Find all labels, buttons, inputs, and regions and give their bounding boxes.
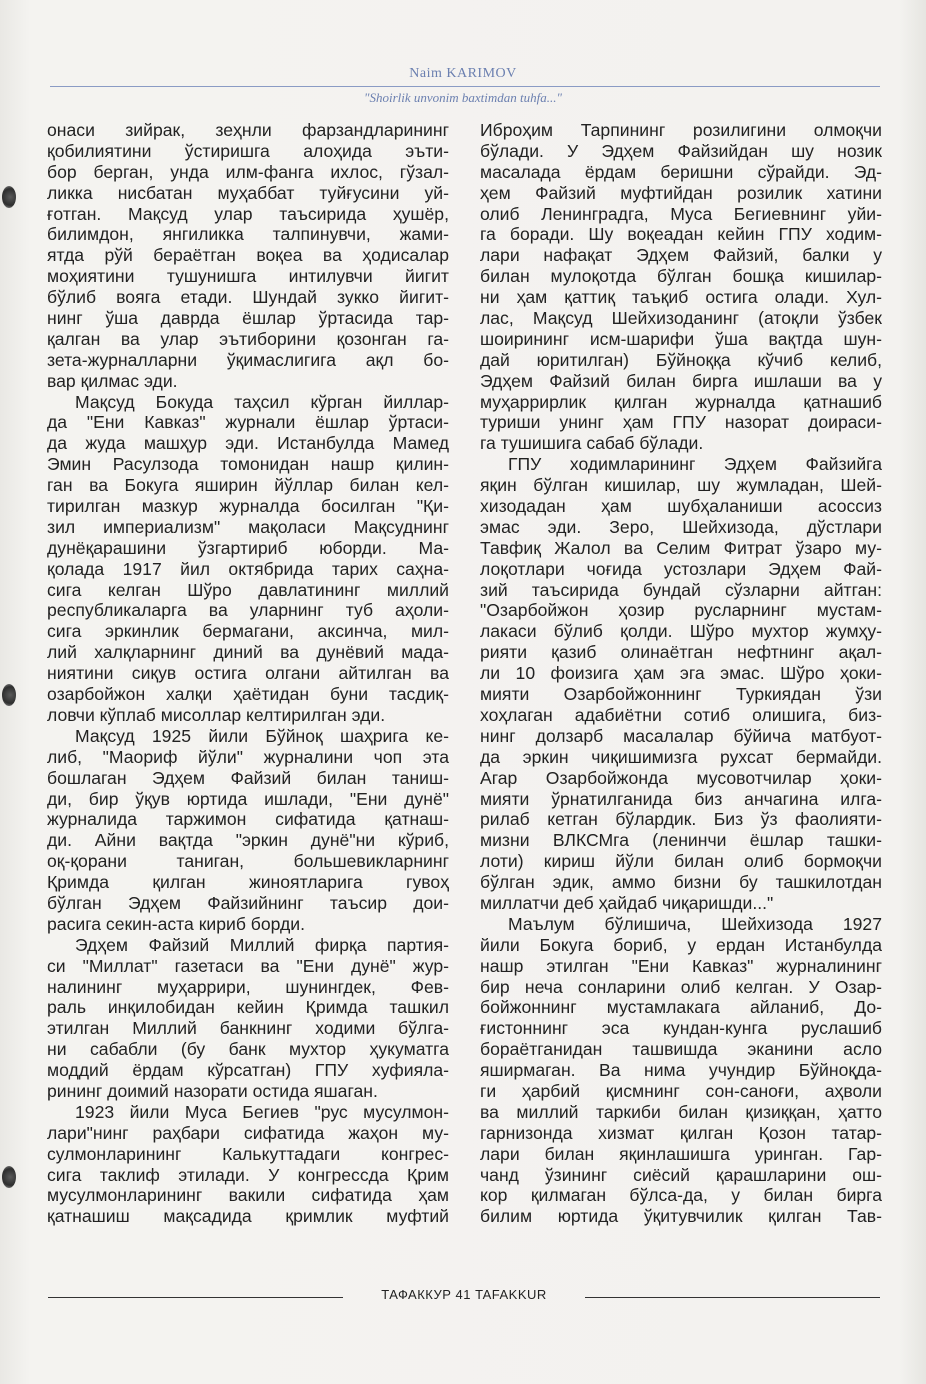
text-line: оқ-қорани таниган, большевикларнинг — [47, 851, 449, 872]
text-line: ди, бир ўқув юртида ишлади, "Ени дунё" — [47, 788, 449, 809]
text-line: бир неча сонларини олиб келган. У Озар- — [480, 976, 882, 997]
text-line: вар қилмас эди. — [47, 370, 178, 391]
text-line: лакаси бўлиб қолди. Шўро мухтор жумҳу- — [480, 621, 882, 642]
text-line: қолада 1917 йил октябрида тарих саҳна- — [47, 558, 449, 579]
text-line: чанд ўзининг сиёсий қарашларини ош- — [480, 1164, 882, 1185]
text-line: мияти ўрнатилганида биз анчагина илга- — [480, 788, 882, 809]
text-line: бўлиб вояга етади. Шундай зукко йигит- — [47, 287, 449, 308]
header-divider — [50, 86, 880, 87]
text-line: нашр этилган "Ени Кавказ" журналининг — [480, 955, 882, 976]
text-line: ҳем Файзий муфтийдан розилик хатини — [480, 182, 882, 203]
text-line: зета-журналларни ўқимаслигига ақл бо- — [47, 349, 449, 370]
text-line: га тушишига сабаб бўлади. — [480, 433, 704, 454]
text-line: Эдҳем Файзий Миллий фирқа партия- — [75, 934, 449, 955]
footer-page-label: ТАФАККУР 41 TAFAKKUR — [381, 1287, 547, 1302]
text-line: бўлган эдик, аммо бизни бу ташкилотдан — [480, 872, 882, 893]
text-line: "Озарбойжон ҳозир русларнинг мустам- — [480, 600, 882, 621]
text-line: ва миллий таркиби билан қизиққан, ҳатто — [480, 1101, 882, 1122]
text-line: ловчи кўплаб мисоллар келтирилган эди. — [47, 704, 386, 725]
text-line: лас, Мақсуд Шейхизоданинг (атоқли ўзбек — [480, 308, 882, 329]
text-line: налининг муҳаррири, шунингдек, Фев- — [47, 976, 449, 997]
text-line: яширмаган. Ва нима учундир Бўйноқда- — [480, 1060, 882, 1081]
text-line: рилаб кетган бўлардик. Биз ўз фаолияти- — [480, 809, 882, 830]
text-line: лари нафақат Эдҳем Файзий, балки у — [480, 245, 882, 266]
text-line: билим юртида ўқитувчилик қилган Тав- — [480, 1206, 882, 1227]
text-line: да эркин чиқишимизга рухсат бермайди. — [480, 746, 882, 767]
text-line: хоҳлаган адабиётни сотиб олишига, биз- — [480, 704, 882, 725]
text-line: миллатчи деб ҳайдаб чиқаришди..." — [480, 892, 774, 913]
text-line: да жуда машҳур эди. Истанбулда Мамед — [47, 433, 449, 454]
text-line: масалада ёрдам беришни сўрайди. Эд- — [480, 161, 882, 182]
text-line: бошлаган Эдҳем Файзий билан таниш- — [47, 767, 449, 788]
text-line: бойжоннинг мустамлакага айланиб, До- — [480, 997, 882, 1018]
text-line: сига таклиф этилади. У конгрессда Қрим — [47, 1164, 449, 1185]
text-line: сига келган Шўро давлатининг миллий — [47, 579, 449, 600]
text-line: Маълум бўлишича, Шейхизода 1927 — [508, 913, 882, 934]
text-line: сулмонларининг Калькуттадаги конгрес- — [47, 1143, 449, 1164]
text-line: расига секин-аста кириб борди. — [47, 913, 306, 934]
text-line: лий халқларнинг диний ва дунёвий мада- — [47, 642, 449, 663]
text-line: Мақсуд 1925 йили Бўйноқ шаҳрига ке- — [75, 725, 449, 746]
text-line: туриши унинг ҳам ГПУ назорат доираси- — [480, 412, 882, 433]
text-line: Қримда қилган жиноятларига гувоҳ — [47, 872, 449, 893]
punch-hole — [2, 1166, 16, 1188]
text-line: мусулмонларининг вакили сифатида ҳам — [47, 1185, 449, 1206]
text-line: бўлади. У Эдҳем Файзийдан шу нозик — [480, 140, 882, 161]
text-line: лари"нинг раҳбари сифатида жаҳон му- — [47, 1122, 449, 1143]
text-line: ги ҳарбий қисмнинг сон-саноғи, аҳволи — [480, 1080, 882, 1101]
punch-hole — [2, 684, 16, 706]
text-line: либ, "Маориф йўли" журналини чоп эта — [47, 746, 449, 767]
text-line: шоирининг исм-шарифи ўша вақтда шун- — [480, 328, 882, 349]
text-line: моҳиятини тушунишга интилувчи йигит — [47, 266, 449, 287]
text-line: рининг доимий назорати остида яшаган. — [47, 1080, 378, 1101]
text-line: дай юритилган) Бўйноққа кўчиб келиб, — [480, 349, 882, 370]
text-line: раль инқилобидан кейин Қримда ташкил — [47, 997, 449, 1018]
text-line: Эдҳем Файзий билан бирга ишлаши ва у — [480, 370, 882, 391]
text-line: мизни ВЛКСМга (ленинчи ёшлар ташки- — [480, 830, 882, 851]
text-line: ли 10 фоизига ҳам эга эмас. Шўро ҳоки- — [480, 663, 882, 684]
text-line: Иброҳим Тарпининг розилигини олмоқчи — [480, 120, 882, 140]
text-line: этилган Миллий банкнинг ходими бўлга- — [47, 1018, 449, 1039]
text-line: зий таъсирида бундай сўзларни айтган: — [480, 579, 882, 600]
text-line: яқин бўлган кишилар, шу жумладан, Шей- — [480, 475, 882, 496]
left-text-column — [47, 120, 449, 1227]
text-line: ГПУ ходимларининг Эдҳем Файзийга — [508, 454, 882, 475]
text-line: ғотган. Мақсуд улар таъсирида ҳушёр, — [47, 203, 449, 224]
running-header-author: Naim KARIMOV — [409, 66, 517, 81]
text-line: Тавфиқ Жалол ва Селим Фитрат ўзаро му- — [480, 537, 882, 558]
text-line: йили Бокуга бориб, у ердан Истанбулда — [480, 934, 882, 955]
text-line: муҳаррирлик қилган журналда қатнашиб — [480, 391, 882, 412]
text-line: билан мулоқотда бўлган бошқа кишилар- — [480, 266, 882, 287]
text-line: қатнашиш мақсадида қримлик муфтий — [47, 1206, 449, 1227]
text-line: ди. Айни вақтда "эркин дунё"ни кўриб, — [47, 830, 449, 851]
text-line: моддий ёрдам кўрсатган) ГПУ хуфияла- — [47, 1060, 449, 1081]
text-line: лоқотлари чоғида устозлари Эдҳем Фай- — [480, 558, 882, 579]
text-line: Эмин Расулзода томонидан нашр қилин- — [47, 454, 449, 475]
text-line: қалган ва улар эътиборини қозонган га- — [47, 328, 449, 349]
footer-rule-right — [585, 1297, 880, 1298]
text-line: гарнизонда хизмат қилган Қозон татар- — [480, 1122, 882, 1143]
text-line: бор берган, унда илм-фанга ихлос, гўзал- — [47, 161, 449, 182]
text-line: ган ва Бокуга яширин йўллар билан кел- — [47, 475, 449, 496]
text-line: ликка нисбатан муҳаббат туйғусини уй- — [47, 182, 449, 203]
text-line: Агар Озарбойжонда мусовотчилар ҳоки- — [480, 767, 882, 788]
text-line: Мақсуд Бокуда таҳсил кўрган йиллар- — [75, 391, 449, 412]
text-line: рияти қазиб олинаётган нефтнинг ақал- — [480, 642, 882, 663]
text-line: ятда рўй бераётган воқеа ва ҳодисалар — [47, 245, 449, 266]
text-line: кор қилмаган бўлса-да, у билан бирга — [480, 1185, 882, 1206]
text-line: қобилиятини ўстиришга алоҳида эъти- — [47, 140, 449, 161]
text-line: тирилган мазкур журналда босилган "Қи- — [47, 496, 449, 517]
text-line: олиб Ленинградга, Муса Бегиевнинг уйи- — [480, 203, 882, 224]
text-line: дунёқарашини ўзгартириб юборди. Ма- — [47, 537, 449, 558]
right-text-column — [480, 120, 882, 1227]
text-line: нинг долзарб масалалар бўйича матбуот- — [480, 725, 882, 746]
running-header-subtitle: "Shoirlik unvonim baxtimdan tuhfa..." — [364, 90, 562, 105]
text-line: лоти) кириш йўли билан олиб бормоқчи — [480, 851, 882, 872]
text-line: хизодадан ҳам шубҳаланиши асоссиз — [480, 496, 882, 517]
text-line: ни сабабли (бу банк мухтор ҳукуматга — [47, 1039, 449, 1060]
text-line: да "Ени Кавказ" журнали ёшлар ўртаси- — [47, 412, 449, 433]
text-line: журналида таржимон сифатида қатнаш- — [47, 809, 449, 830]
text-line: республикаларга ва уларнинг туб аҳоли- — [47, 600, 449, 621]
text-line: бўлган Эдҳем Файзийнинг таъсир дои- — [47, 892, 449, 913]
text-line: си "Миллат" газетаси ва "Ени дунё" жур- — [47, 955, 449, 976]
text-line: билимдон, янгиликка талпинувчи, жами- — [47, 224, 449, 245]
page-footer — [48, 1287, 880, 1307]
text-line: онаси зийрак, зеҳнли фарзандларининг — [47, 120, 449, 140]
text-line: озарбойжон халқи ҳаётидан буни тасдиқ- — [47, 684, 449, 705]
text-line: нинг ўша даврда ёшлар ўртасида тар- — [47, 308, 449, 329]
text-line: ни ҳам қаттиқ таъқиб остига олади. Хул- — [480, 287, 882, 308]
text-line: ниятини сиқув остига олгани айтилган ва — [47, 663, 449, 684]
text-line: ғистоннинг эса кундан-кунга руслашиб — [480, 1018, 882, 1039]
text-line: 1923 йили Муса Бегиев "рус мусулмон- — [75, 1101, 449, 1122]
text-line: лари билан яқинлашишга уринган. Гар- — [480, 1143, 882, 1164]
text-line: бораётганидан ташвишда эканини асло — [480, 1039, 882, 1060]
text-line: га боради. Шу воқеадан кейин ГПУ ходим- — [480, 224, 882, 245]
text-line: сига эркинлик бермагани, аксинча, мил- — [47, 621, 449, 642]
text-line: зил империализм" мақоласи Мақсуднинг — [47, 516, 449, 537]
text-line: мияти Озарбойжоннинг Туркиядан ўзи — [480, 684, 882, 705]
text-line: эмас эди. Зеро, Шейхизода, дўстлари — [480, 516, 882, 537]
punch-hole — [2, 186, 16, 208]
